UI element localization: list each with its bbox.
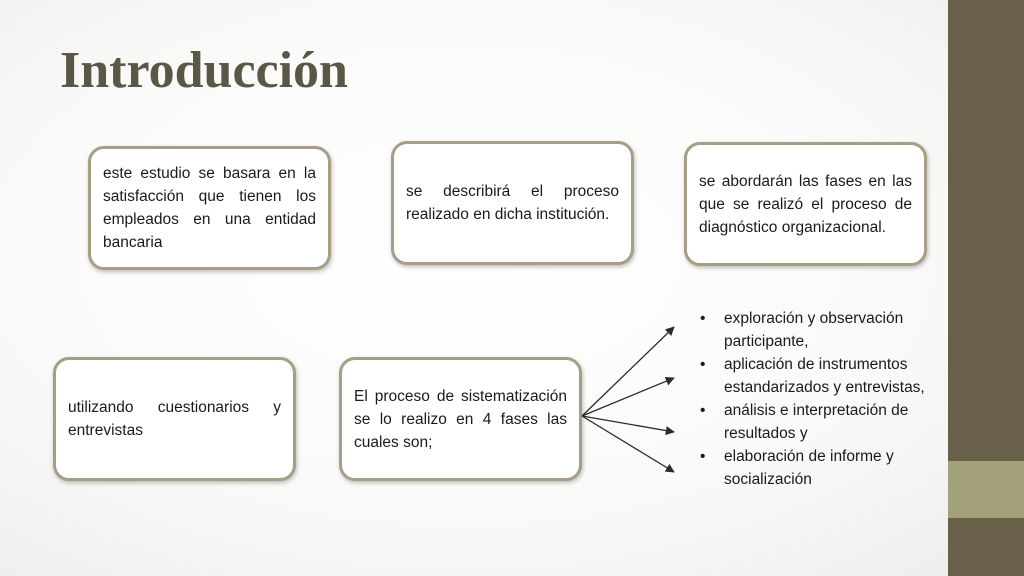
arrow-to-phase-1 [582,327,674,416]
phase-item-text: aplicación de instrumentos estandarizados y entrevistas, [724,356,925,396]
box-diagnostic-phases [684,142,927,266]
bullet-icon: • [700,310,706,327]
bullet-icon: • [700,448,706,465]
phase-item [700,307,940,353]
box-systematization-text: El proceso de sistematización se lo realizo en 4 fases las cuales son; [354,387,567,451]
box-instruments-text: utilizando cuestionarios y entrevistas [68,399,281,439]
arrow-to-phase-3 [582,416,674,432]
phase-item [700,399,940,445]
box-systematization [339,357,582,481]
box-study-scope [88,146,331,270]
phases-list [700,307,940,491]
phase-item [700,445,940,491]
bullet-icon: • [700,402,706,419]
box-diagnostic-phases-text: se abordarán las fases en las que se realizó el proceso de diagnóstico organizacional. [699,172,912,236]
phase-item-text: exploración y observación participante, [724,310,904,350]
sidebar-accent-block [948,461,1024,518]
phase-item [700,353,940,399]
box-instruments [53,357,296,481]
slide-title: Introducción [60,42,348,99]
box-process-description-text: se describirá el proceso realizado en dicha institución. [406,183,619,223]
arrow-to-phase-4 [582,416,674,472]
box-process-description [391,141,634,265]
phase-item-text: análisis e interpretación de resultados y [724,402,909,442]
phase-item-text: elaboración de informe y socialización [724,448,894,488]
arrow-to-phase-2 [582,378,674,416]
box-study-scope-text: este estudio se basara en la satisfacción que tienen los empleados en una entidad bancaria [103,165,316,251]
bullet-icon: • [700,356,706,373]
